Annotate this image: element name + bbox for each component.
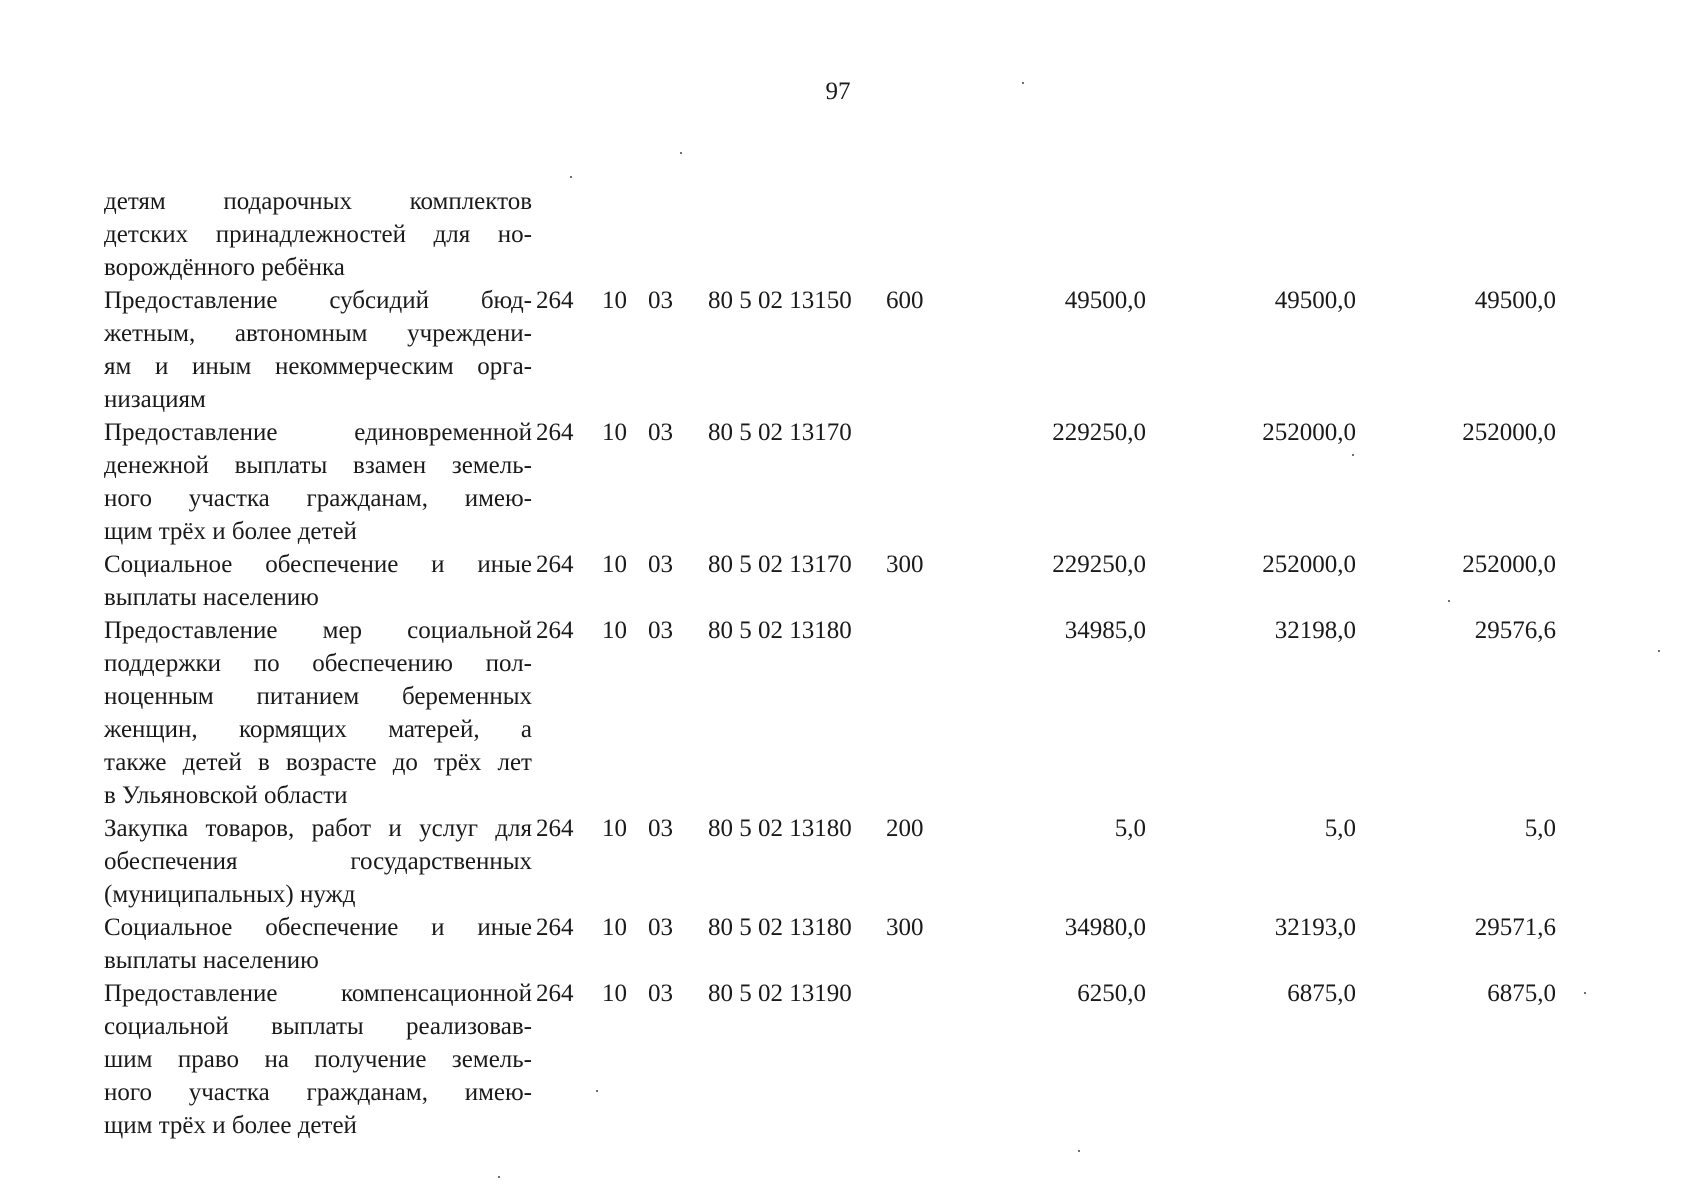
amount-year1-cell: 34985,0: [1064, 617, 1146, 644]
amount-year1-cell: 34980,0: [1064, 914, 1146, 941]
row-description: [104, 416, 536, 548]
description-line: обеспечения государственных: [104, 848, 532, 875]
table-row: [104, 185, 1596, 284]
amount-year1-cell: 229250,0: [1052, 419, 1146, 446]
amount-year3-cell: 29576,6: [1474, 617, 1556, 644]
vr-cell: [886, 977, 976, 1142]
description-line: выплаты населению: [104, 584, 319, 611]
vr-cell: [886, 416, 976, 548]
csr-cell: 80 5 02 13180: [708, 617, 852, 644]
amount-year2-cell: 6875,0: [1287, 980, 1356, 1007]
scan-speck: [498, 1176, 500, 1178]
vr-cell: 200: [886, 815, 924, 842]
csr-cell: 80 5 02 13150: [708, 287, 852, 314]
amount-year2-cell: 5,0: [1324, 815, 1356, 842]
rz-cell: 10: [602, 419, 627, 446]
scan-speck: [1658, 650, 1660, 652]
scan-speck: [1022, 82, 1024, 84]
amount-year1-cell: 5,0: [1114, 815, 1146, 842]
table-row: [104, 977, 1596, 1142]
ved-cell: 264: [536, 815, 574, 842]
rz-cell: 10: [602, 815, 627, 842]
csr-cell: 80 5 02 13180: [708, 914, 852, 941]
amount-year2-cell: 32198,0: [1274, 617, 1356, 644]
description-line: ного участка гражданам, имею-: [104, 485, 532, 512]
description-line: поддержки по обеспечению пол-: [104, 650, 532, 677]
row-description: [104, 185, 536, 284]
csr-cell: [708, 185, 886, 284]
description-line: Социальное обеспечение и иные: [104, 914, 532, 941]
ved-cell: 264: [536, 617, 574, 644]
ved-cell: 264: [536, 419, 574, 446]
amount-year2-cell: 252000,0: [1262, 551, 1356, 578]
table-row: [104, 812, 1596, 911]
ved-cell: 264: [536, 980, 574, 1007]
description-line: также детей в возрасте до трёх лет: [104, 749, 532, 776]
description-line: ям и иным некоммерческим орга-: [104, 353, 532, 380]
amount-year2-cell: 252000,0: [1262, 419, 1356, 446]
table-row: [104, 416, 1596, 548]
amount-year1-cell: [976, 185, 1186, 284]
description-line: Предоставление единовременной: [104, 419, 532, 446]
rz-cell: 10: [602, 980, 627, 1007]
amount-year2-cell: [1186, 185, 1396, 284]
description-line: ворождённого ребёнка: [104, 254, 345, 281]
description-line: ного участка гражданам, имею-: [104, 1079, 532, 1106]
scan-speck: [596, 1090, 598, 1092]
pr-cell: [648, 185, 708, 284]
amount-year2-cell: 49500,0: [1274, 287, 1356, 314]
page-number-text: 97: [825, 78, 851, 105]
scan-speck: [1584, 992, 1586, 994]
vr-cell: 300: [886, 551, 924, 578]
amount-year3-cell: 252000,0: [1462, 419, 1556, 446]
pr-cell: 03: [648, 287, 673, 314]
table-row: [104, 548, 1596, 614]
pr-cell: 03: [648, 419, 673, 446]
description-line: выплаты населению: [104, 947, 319, 974]
description-line: Предоставление субсидий бюд-: [104, 287, 532, 314]
vr-cell: [886, 614, 976, 812]
rz-cell: 10: [602, 551, 627, 578]
pr-cell: 03: [648, 617, 673, 644]
scan-speck: [1352, 454, 1354, 456]
description-line: Предоставление компенсационной: [104, 980, 532, 1007]
amount-year1-cell: 6250,0: [1077, 980, 1146, 1007]
description-line: Предоставление мер социальной: [104, 617, 532, 644]
description-line: Закупка товаров, работ и услуг для: [104, 815, 532, 842]
scan-speck: [1078, 1150, 1080, 1152]
budget-table: [104, 185, 1596, 1142]
vr-cell: 300: [886, 914, 924, 941]
row-description: [104, 911, 536, 977]
row-description: [104, 284, 536, 416]
description-line: социальной выплаты реализовав-: [104, 1013, 532, 1040]
amount-year3-cell: [1396, 185, 1596, 284]
pr-cell: 03: [648, 551, 673, 578]
pr-cell: 03: [648, 815, 673, 842]
amount-year3-cell: 6875,0: [1487, 980, 1556, 1007]
description-line: Социальное обеспечение и иные: [104, 551, 532, 578]
csr-cell: 80 5 02 13170: [708, 419, 852, 446]
description-line: детских принадлежностей для но-: [104, 221, 532, 248]
rz-cell: 10: [602, 287, 627, 314]
amount-year3-cell: 29571,6: [1474, 914, 1556, 941]
vr-cell: [886, 185, 976, 284]
description-line: в Ульяновской области: [104, 782, 348, 809]
description-line: (муниципальных) нужд: [104, 881, 356, 908]
row-description: [104, 977, 536, 1142]
description-line: детям подарочных комплектов: [104, 188, 532, 215]
vr-cell: 600: [886, 287, 924, 314]
table-row: [104, 284, 1596, 416]
rz-cell: 10: [602, 617, 627, 644]
amount-year3-cell: 252000,0: [1462, 551, 1556, 578]
ved-cell: [536, 185, 602, 284]
description-line: щим трёх и более детей: [104, 518, 357, 545]
pr-cell: 03: [648, 980, 673, 1007]
ved-cell: 264: [536, 551, 574, 578]
amount-year3-cell: 49500,0: [1474, 287, 1556, 314]
scan-speck: [570, 176, 572, 178]
table-row: [104, 614, 1596, 812]
ved-cell: 264: [536, 287, 574, 314]
description-line: жетным, автономным учреждени-: [104, 320, 532, 347]
scan-speck: [1448, 600, 1450, 602]
csr-cell: 80 5 02 13180: [708, 815, 852, 842]
page-number: [0, 78, 1696, 106]
description-line: ноценным питанием беременных: [104, 683, 532, 710]
row-description: [104, 548, 536, 614]
ved-cell: 264: [536, 914, 574, 941]
rz-cell: [602, 185, 648, 284]
row-description: [104, 614, 536, 812]
amount-year1-cell: 229250,0: [1052, 551, 1146, 578]
rz-cell: 10: [602, 914, 627, 941]
description-line: денежной выплаты взамен земель-: [104, 452, 532, 479]
row-description: [104, 812, 536, 911]
amount-year1-cell: 49500,0: [1064, 287, 1146, 314]
csr-cell: 80 5 02 13170: [708, 551, 852, 578]
description-line: низациям: [104, 386, 206, 413]
description-line: женщин, кормящих матерей, а: [104, 716, 532, 743]
table-row: [104, 911, 1596, 977]
description-line: щим трёх и более детей: [104, 1112, 357, 1139]
csr-cell: 80 5 02 13190: [708, 980, 852, 1007]
pr-cell: 03: [648, 914, 673, 941]
table-body: [104, 185, 1596, 1142]
amount-year3-cell: 5,0: [1524, 815, 1556, 842]
scan-speck: [680, 152, 682, 154]
description-line: шим право на получение земель-: [104, 1046, 532, 1073]
amount-year2-cell: 32193,0: [1274, 914, 1356, 941]
